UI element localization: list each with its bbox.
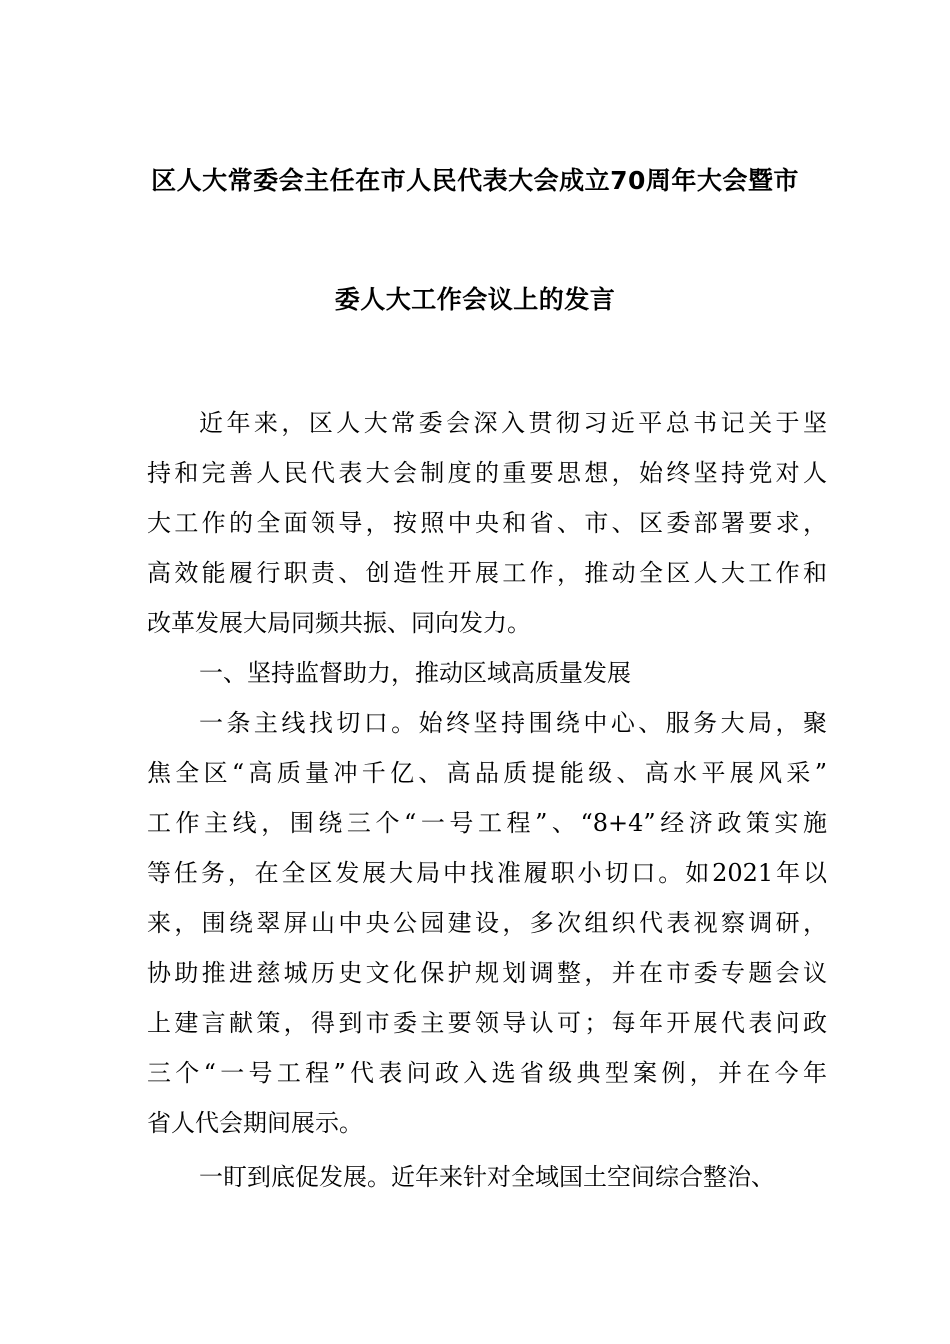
paragraph-line: 大工作的全面领导，按照中央和省、市、区委部署要求， xyxy=(147,509,827,537)
document-title-line-1: 区人大常委会主任在市人民代表大会成立70周年大会暨市 xyxy=(151,166,799,195)
document-title-line-2: 委人大工作会议上的发言 xyxy=(334,285,616,314)
paragraph-line: 协助推进慈城历史文化保护规划调整，并在市委专题会议 xyxy=(147,959,827,987)
paragraph-line: 焦全区“高质量冲千亿、高品质提能级、高水平展风采” xyxy=(147,759,827,787)
paragraph-line: 上建言献策，得到市委主要领导认可；每年开展代表问政 xyxy=(147,1009,827,1037)
section-heading: 一、坚持监督助力，推动区域高质量发展 xyxy=(199,659,631,687)
paragraph-line: 省人代会期间展示。 xyxy=(147,1109,363,1137)
paragraph-line: 持和完善人民代表大会制度的重要思想，始终坚持党对人 xyxy=(147,459,827,487)
paragraph-line: 工作主线，围绕三个“一号工程”、“8+4”经济政策实施 xyxy=(147,809,827,837)
document-body xyxy=(147,398,827,1202)
paragraph-line: 一盯到底促发展。近年来针对全域国土空间综合整治、 xyxy=(199,1163,775,1191)
paragraph-follow-through xyxy=(147,1152,827,1202)
paragraph-line: 近年来，区人大常委会深入贯彻习近平总书记关于坚 xyxy=(199,409,827,437)
paragraph-line: 高效能履行职责、创造性开展工作，推动全区人大工作和 xyxy=(147,559,827,587)
paragraph-line: 一条主线找切口。始终坚持围绕中心、服务大局，聚 xyxy=(199,709,827,737)
paragraph-intro xyxy=(147,398,827,648)
paragraph-line: 来，围绕翠屏山中央公园建设，多次组织代表视察调研， xyxy=(147,909,827,937)
paragraph-line: 等任务，在全区发展大局中找准履职小切口。如2021年以 xyxy=(147,859,827,887)
paragraph-main-line xyxy=(147,698,827,1148)
paragraph-line: 改革发展大局同频共振、同向发力。 xyxy=(147,609,531,637)
paragraph-line: 三个“一号工程”代表问政入选省级典型案例，并在今年 xyxy=(147,1059,827,1087)
